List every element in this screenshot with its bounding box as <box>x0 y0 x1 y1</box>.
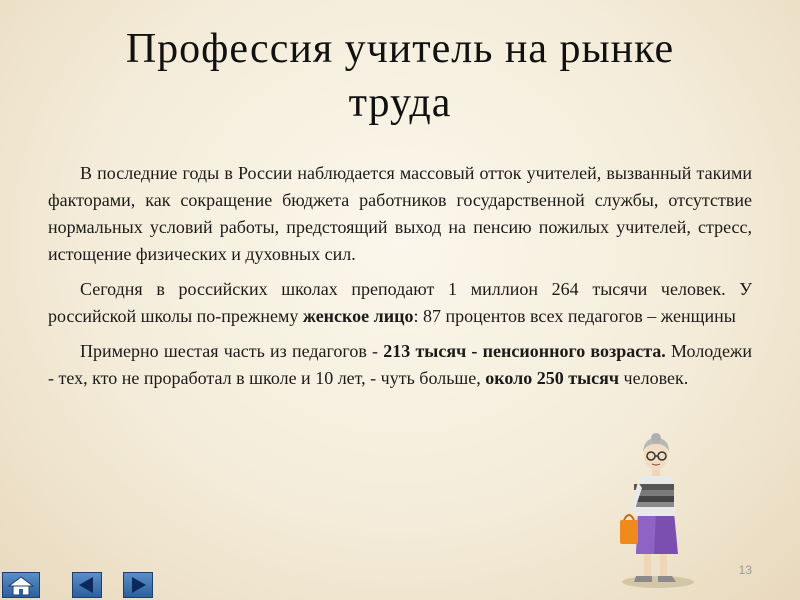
next-slide-button[interactable] <box>123 572 153 598</box>
arrow-left-icon <box>73 573 101 597</box>
home-icon <box>3 573 39 597</box>
previous-slide-button[interactable] <box>72 572 102 598</box>
paragraph-3-bold-2: около 250 тысяч <box>485 368 620 388</box>
paragraph-2-text-a: Сегодня в российских школах преподают 1 миллион 264 тысячи человек. У российской школы по-прежнему <box>48 279 752 326</box>
teacher-illustration <box>608 432 718 592</box>
slide-body <box>48 160 752 400</box>
paragraph-3-text-c: Молодежи - тех, кто не проработал в школе и 10 лет, - чуть больше, <box>48 341 752 388</box>
paragraph-3 <box>48 338 752 392</box>
home-button[interactable] <box>2 572 40 598</box>
slide-title-line-2: труда <box>348 80 452 126</box>
paragraph-3-bold-1: 213 тысяч - пенсионного возраста. <box>383 341 666 361</box>
paragraph-2-text-c: : 87 процентов всех педагогов – женщины <box>413 306 736 326</box>
slide-title-line-1: Профессия учитель на рынке <box>125 26 675 72</box>
slide-number: 13 <box>738 563 752 577</box>
slide-title <box>60 22 740 130</box>
paragraph-2 <box>48 276 752 330</box>
paragraph-1: В последние годы в России наблюдается массовый отток учителей, вызванный такими факторами, как сокращение бюджета работников государственной службы, отсутствие нормальных условий работы, предстоящий выход на пенсию пожилых учителей, стресс, истощение физических и духовных сил. <box>48 163 752 264</box>
paragraph-3-text-e: человек. <box>619 368 689 388</box>
arrow-right-icon <box>124 573 152 597</box>
paragraph-2-bold: женское лицо <box>302 306 414 326</box>
paragraph-3-text-a: Примерно шестая часть из педагогов - <box>80 341 384 361</box>
